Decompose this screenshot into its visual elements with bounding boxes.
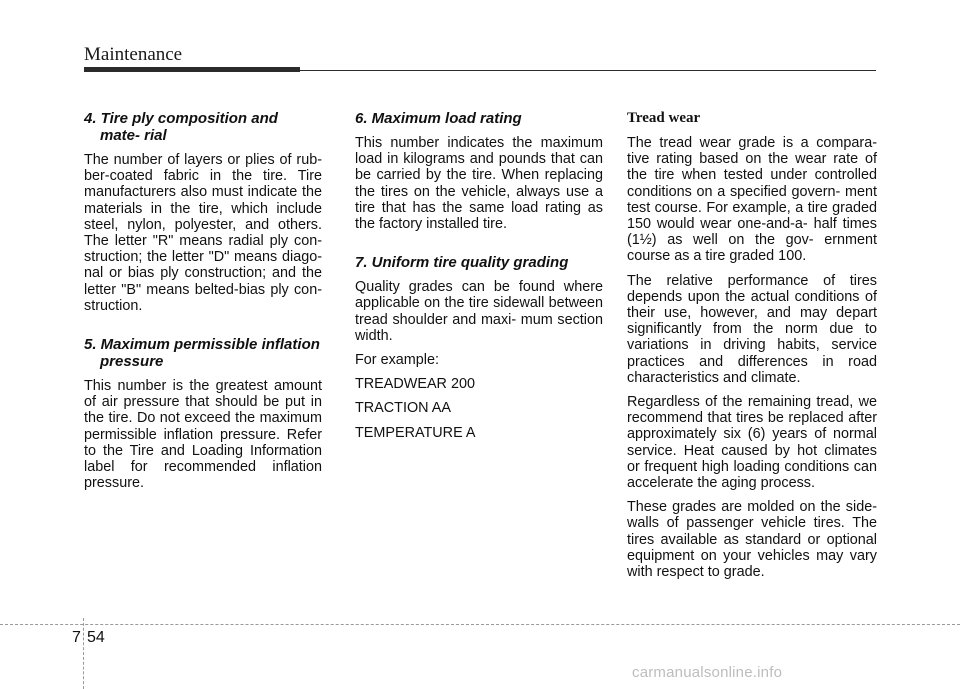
treadwear-paragraph: The relative performance of tires depends upon the actual conditions of their use, however, and may depart significantly from the norm due to variations in driving habits, service practices and differences in road characteristics and climate. xyxy=(627,272,877,386)
section-heading-treadwear: Tread wear xyxy=(627,110,701,126)
treadwear-paragraph: The tread wear grade is a compara- tive rating based on the wear rate of the tire when tested under controlled conditions on a specified govern- ment test course. For example, a tire graded 150 would wear one-and-a- half times (1½) as well on the gov- ernment course as a tire graded 100. xyxy=(627,135,877,265)
column-left xyxy=(84,110,322,499)
grade-line-treadwear: TREADWEAR 200 xyxy=(355,376,475,393)
footer-margin-line xyxy=(83,618,84,689)
footer-divider xyxy=(0,624,960,625)
page-number: 54 xyxy=(87,629,105,646)
watermark: carmanualsonline.info xyxy=(632,664,783,681)
column-right xyxy=(627,110,877,588)
section-body-inflation: This number is the greatest amount of air pressure that should be put in the tire. Do not exceed the maximum permissible inflation pressure. Refer to the Tire and Loading Information label for recommended inflation pressure. xyxy=(84,378,322,492)
grade-line-traction: TRACTION AA xyxy=(355,400,451,417)
example-label: For example: xyxy=(355,352,439,369)
header-rule-thin xyxy=(300,70,876,71)
header-rule-thick xyxy=(84,67,300,72)
section-body-load: This number indicates the maximum load in kilograms and pounds that can be carried by the tire. When replacing the tires on the vehicle, always use a tire that has the same load rating as the factory installed tire. xyxy=(355,135,603,233)
treadwear-paragraph: These grades are molded on the side-walls of passenger vehicle tires. The tires available as standard or optional equipment on your vehicles may vary with respect to grade. xyxy=(627,499,877,581)
column-middle xyxy=(355,110,603,449)
chapter-number: 7 xyxy=(72,629,81,646)
section-heading-ply: 4. Tire ply composition and mate- rial xyxy=(84,110,278,144)
section-heading-inflation: 5. Maximum permissible inflation pressure xyxy=(84,336,320,371)
grade-line-temperature: TEMPERATURE A xyxy=(355,424,476,441)
treadwear-paragraph: Regardless of the remaining tread, we recommend that tires be replaced after approximately six (6) years of normal service. Heat caused by hot climates or frequent high loading conditions can accelerate the aging process. xyxy=(627,394,877,492)
header-title: Maintenance xyxy=(84,44,183,65)
section-body-utqg: Quality grades can be found where applicable on the tire sidewall between tread shoulder and maxi- mum section width. xyxy=(355,279,603,344)
section-heading-load: 6. Maximum load rating xyxy=(355,110,522,127)
section-body-ply: The number of layers or plies of rub- ber-coated fabric in the tire. Tire manufacturers also must indicate the materials in the tire, which include steel, nylon, polyester, and others. The letter "R" means radial ply con- struction; the letter "D" means diago- nal or bias ply construction; and the letter "B" means belted-bias ply con- struction. xyxy=(84,152,322,314)
section-heading-utqg: 7. Uniform tire quality grading xyxy=(355,254,569,272)
